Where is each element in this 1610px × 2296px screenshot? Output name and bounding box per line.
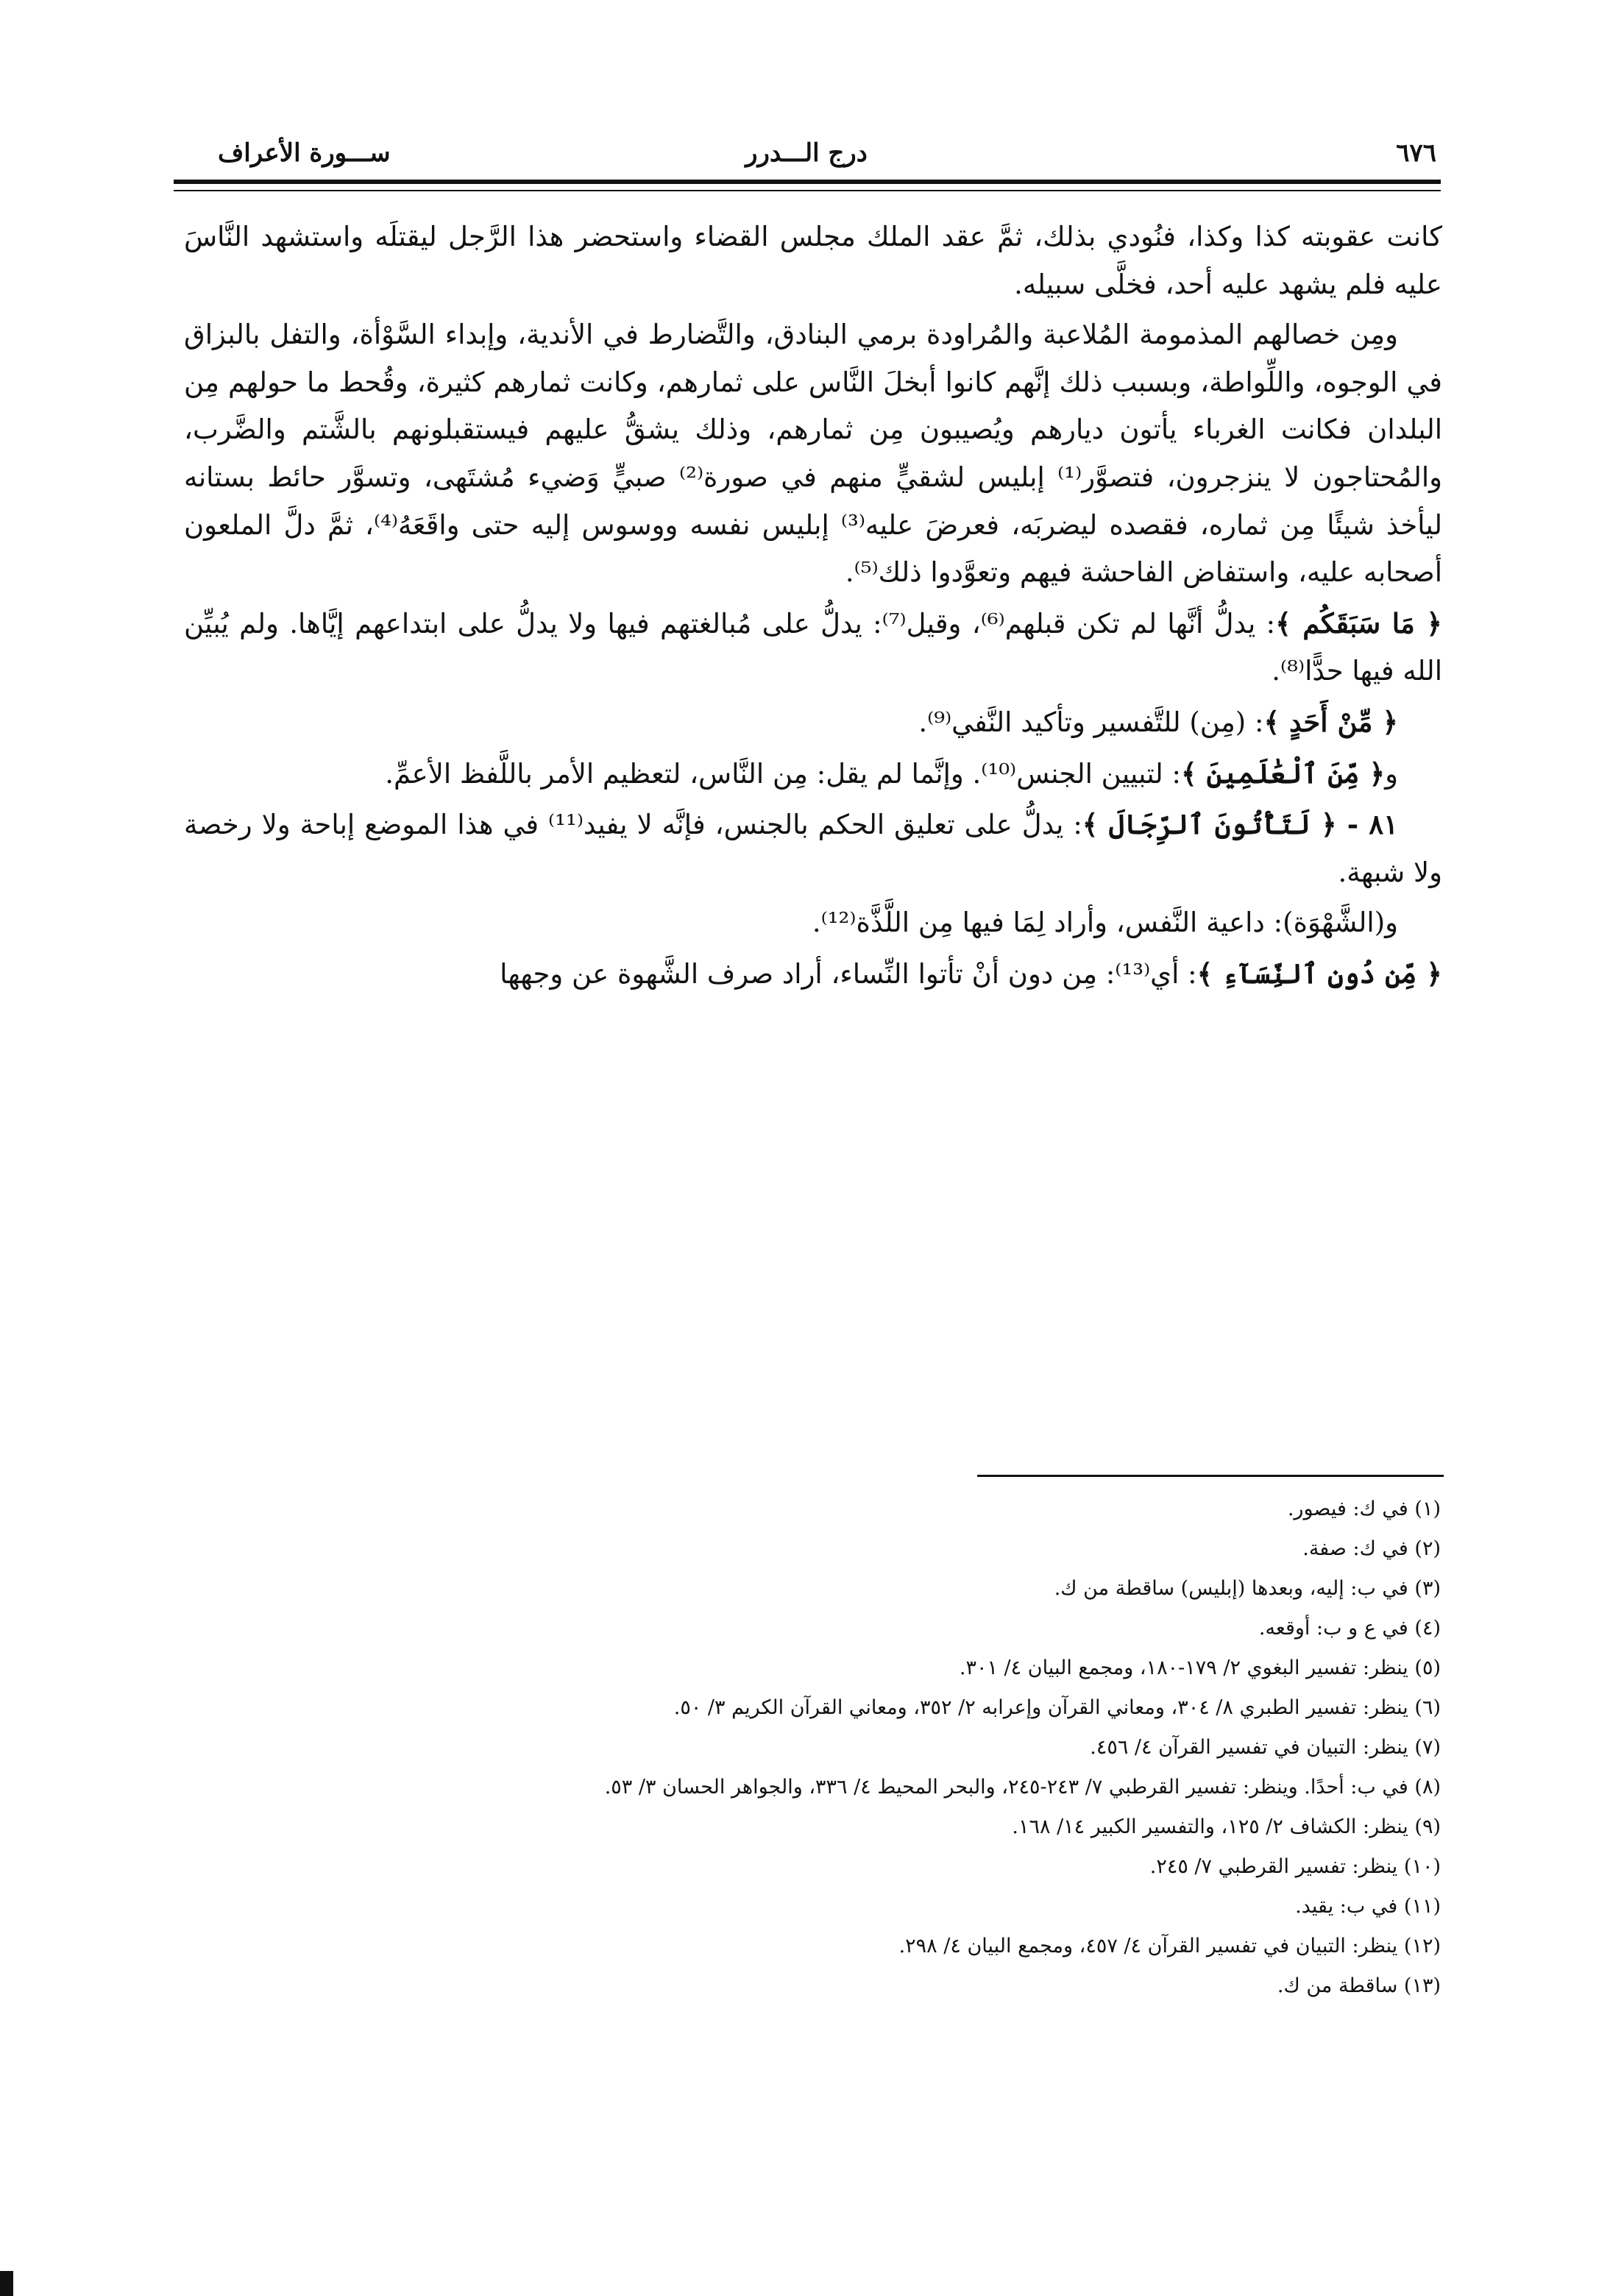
verse-commentary [184, 750, 1442, 798]
quran-verse: ﴿ مِّنْ أَحَدٍ ﴾ [1263, 705, 1398, 738]
scan-corner-mark [0, 2271, 13, 2296]
header-rule-thick [174, 180, 1441, 184]
quran-verse: ﴿ مَا سَبَقَكُم ﴾ [1275, 606, 1442, 639]
running-header [174, 131, 1439, 175]
footnote: (١) في ك: فيصور. [1287, 1498, 1441, 1520]
quran-verse: ﴿ مِّن دُونِ ٱلنِّسَآءِ ﴾ [1196, 957, 1442, 990]
footnote: (٤) في ع و ب: أوقعه. [1258, 1617, 1441, 1640]
paragraph-text: و(الشَّهْوَة): داعية النَّفس، وأراد لِمَا فيها مِن اللَّذَّة⁽¹²⁾. [812, 907, 1398, 939]
paragraph [184, 311, 1442, 597]
footnote-separator [977, 1475, 1444, 1477]
verse-commentary [184, 801, 1442, 896]
footnote: (٢) في ك: صفة. [1302, 1537, 1441, 1560]
paragraph [184, 899, 1442, 947]
commentary-text: : يدلُّ أنَّها لم تكن قبلهم⁽⁶⁾، وقيل⁽⁷⁾: يدلُّ على مُبالغتهم فيها ولا يدلُّ على ابتداعهم إيَّاها. ولم يُبيِّن الله فيها حدًّا⁽⁸⁾. [184, 607, 1442, 687]
commentary-text: : (مِن) للتَّفسير وتأكيد النَّفي⁽⁹⁾. [918, 706, 1264, 738]
commentary-text: : يدلُّ على تعليق الحكم بالجنس، فإنَّه لا يفيد⁽¹¹⁾ في هذا الموضع إباحة ولا رخصة ولا شبهة. [184, 809, 1442, 888]
footnote: (١٣) ساقطة من ك. [1277, 1974, 1441, 1997]
quran-verse: ﴿ مِّنَ ٱلْعَٰلَمِينَ ﴾ [1181, 757, 1386, 790]
book-title: درج الـــدرر [745, 138, 868, 168]
paragraph-text: ومِن خصالهم المذمومة المُلاعبة والمُراودة برمي البنادق، والتَّضارط في الأندية، وإبداء السَّوْأة، والتفل بالبزاق في الوجوه، واللِّواطة، وبسبب ذلك إنَّهم كانوا أبخلَ النَّاس على ثمارهم، وكانت ثمارهم كثيرة، وقُحط ما حولهم مِن البلدان فكانت الغرباء يأتون ديارهم ويُصيبون مِن ثمارهم، وذلك يشقُّ عليهم فيستقبلونهم بالشَّتم والضَّرب، والمُحتاجون لا ينزجرون، فتصوَّر⁽¹⁾ إبليس لشقيٍّ منهم في صورة⁽²⁾ صبيٍّ وَضيء مُشتَهى، وتسوَّر حائط بستانه ليأخذ شيئًا مِن ثماره، فقصده ليضربَه، فعرضَ عليه⁽³⁾ إبليس نفسه ووسوس إليه حتى واقَعَهُ⁽⁴⁾، ثمَّ دلَّ الملعون أصحابه عليه، واستفاض الفاحشة فيهم وتعوَّدوا ذلك⁽⁵⁾. [184, 319, 1442, 589]
footnote: (٩) ينظر: الكشاف ٢/ ١٢٥، والتفسير الكبير ١٤/ ١٦٨. [1012, 1815, 1441, 1838]
commentary-text: : أي⁽¹³⁾: مِن دون أنْ تأتوا النِّساء، أراد صرف الشَّهوة عن وجهها [500, 957, 1197, 990]
paragraph-text: كانت عقوبته كذا وكذا، فنُودي بذلك، ثمَّ عقد الملك مجلس القضاء واستحضر هذا الرَّجل ليقتلَه واستشهد النَّاسَ عليه فلم يشهد عليه أحد، فخلَّى سبيله. [184, 221, 1442, 300]
footnote: (١٢) ينظر: التبيان في تفسير القرآن ٤/ ٤٥٧، ومجمع البيان ٤/ ٢٩٨. [898, 1935, 1441, 1957]
footnote: (١٠) ينظر: تفسير القرطبي ٧/ ٢٤٥. [1149, 1855, 1441, 1878]
commentary-text: : لتبيين الجنس⁽¹⁰⁾. وإنَّما لم يقل: مِن النَّاس، لتعظيم الأمر باللَّفظ الأعمِّ. [385, 757, 1181, 790]
surah-title: ســـورة الأعراف [218, 138, 391, 168]
footnote: (١١) في ب: يقيد. [1295, 1895, 1441, 1918]
verse-commentary [184, 600, 1442, 695]
footnote: (٣) في ب: إليه، وبعدها (إبليس) ساقطة من ك. [1054, 1577, 1441, 1600]
footnote: (٧) ينظر: التبيان في تفسير القرآن ٤/ ٤٥٦. [1090, 1736, 1441, 1759]
footnote: (٨) في ب: أحدًا. وينظر: تفسير القرطبي ٧/ ٢٤٣-٢٤٥، والبحر المحيط ٤/ ٣٣٦، والجواهر الحسان ٣/ ٥٣. [604, 1776, 1441, 1799]
paragraph [184, 213, 1442, 308]
quran-verse: ﴿ لَتَأْتُونَ ٱلرِّجَالَ ﴾ [1082, 808, 1337, 841]
verse-commentary [184, 698, 1442, 747]
header-rule-thin [174, 190, 1441, 191]
main-text [184, 213, 1442, 1002]
footnote: (٥) ينظر: تفسير البغوي ٢/ ١٧٩-١٨٠، ومجمع البيان ٤/ ٣٠١. [959, 1657, 1441, 1679]
verse-commentary [184, 950, 1442, 999]
verse-prefix: و [1385, 757, 1398, 790]
page-number: ٦٧٦ [1396, 138, 1436, 168]
footnote: (٦) ينظر: تفسير الطبري ٨/ ٣٠٤، ومعاني القرآن وإعرابه ٢/ ٣٥٢، ومعاني القرآن الكريم ٣/ ٥٠. [673, 1696, 1441, 1719]
footnotes [184, 1489, 1441, 2006]
verse-number: ٨١ - [1336, 808, 1398, 841]
